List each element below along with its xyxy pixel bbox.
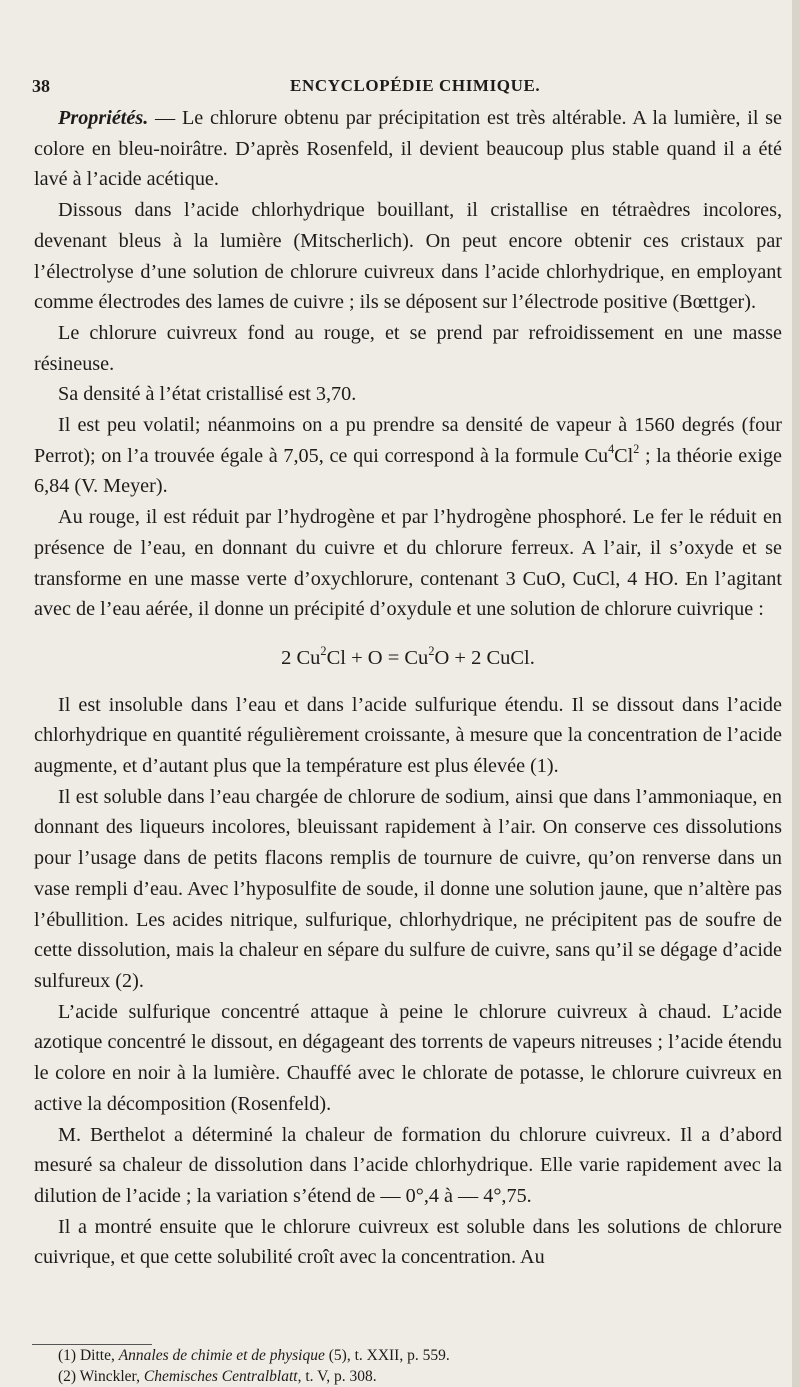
running-title: ENCYCLOPÉDIE CHIMIQUE. (290, 76, 541, 95)
text-run: Cl (614, 444, 634, 467)
equation-part: O + 2 CuCl. (434, 646, 535, 669)
footnote-2 (58, 1366, 758, 1387)
footnote-reference: (5), t. XXII, p. 559. (324, 1347, 450, 1364)
footnote-reference: , t. V, p. 308. (297, 1368, 377, 1385)
paragraph-volatility (34, 410, 782, 502)
paragraph-crystallization: Dissous dans l’acide chlorhydrique bouillant, il cristallise en tétraèdres incolores, devenant bleus à la lumière (Mitscherlich). On peut encore obtenir ces cristaux par l’électrolyse d’une solution de chlorure cuivreux dans l’acide chlorhydrique, en employant comme électrodes des lames de cuivre ; ils se déposent sur l’électrode positive (Bœttger). (34, 199, 782, 314)
body-text (34, 103, 782, 1273)
paragraph-solubility-acid: Il est insoluble dans l’eau et dans l’acide sulfurique étendu. Il se dissout dans l’acide chlorhydrique en quantité régulièrement croissante, à mesure que la concentration de l’acide augmente, et d’autant plus que la température est plus élevée (1). (34, 693, 782, 778)
page-edge-shadow (792, 0, 800, 1387)
superscript: 2 (633, 441, 640, 456)
page-header (0, 76, 800, 102)
paragraph-properties (34, 103, 782, 195)
superscript: 2 (320, 643, 327, 658)
paragraph-heat-formation: M. Berthelot a déterminé la chaleur de formation du chlorure cuivreux. Il a d’abord mesuré sa chaleur de dissolution dans l’acide chlorhydrique. Elle varie rapidement avec la dilution de l’acide ; la variation s’étend de — 0°,4 à — 4°,75. (34, 1123, 782, 1207)
equation-part: 2 Cu (281, 646, 321, 669)
text-run: Il est peu volatil; néanmoins on a pu prendre sa densité de vapeur à 1560 degrés (four Perrot); on l’a trouvée égale à 7,05, ce qui correspond à la formule Cu (34, 414, 782, 467)
chemical-equation (34, 643, 782, 674)
footnote-author: Ditte, (76, 1347, 119, 1364)
paragraph-density: Sa densité à l’état cristallisé est 3,70. (58, 383, 357, 406)
superscript: 4 (608, 441, 615, 456)
footnote-1 (58, 1345, 758, 1366)
paragraph-reduction: Au rouge, il est réduit par l’hydrogène et par l’hydrogène phosphoré. Le fer le réduit en présence de l’eau, en donnant du cuivre et du chlorure ferreux. A l’air, il s’oxyde et se transforme en une masse verte d’oxychlorure, contenant 3 CuO, CuCl, 4 HO. En l’agitant avec de l’eau aérée, il donne un précipité d’oxydule et une solution de chlorure cuivrique : (34, 506, 782, 621)
footnotes (58, 1345, 758, 1387)
footnote-number: (1) (58, 1347, 77, 1364)
paragraph-cupric-solubility: Il a montré ensuite que le chlorure cuivreux est soluble dans les solutions de chlorure cuivrique, et que cette solubilité croît avec la concentration. Au (34, 1215, 782, 1269)
equation-part: Cl + O = Cu (326, 646, 429, 669)
paragraph-acid-attack: L’acide sulfurique concentré attaque à peine le chlorure cuivreux à chaud. L’acide azotique concentré le dissout, en dégageant des torrents de vapeurs nitreuses ; l’acide étendu le colore en noir à la lumière. Chauffé avec le chlorate de potasse, le chlorure cuivreux en active la décomposition (Rosenfeld). (34, 1000, 782, 1115)
text-run: ; la théorie exige 6,84 (V. Meyer). (34, 444, 782, 498)
page-number: 38 (32, 76, 50, 96)
footnote-title: Chemisches Centralblatt (143, 1368, 298, 1385)
paragraph-solubility-salt: Il est soluble dans l’eau chargée de chlorure de sodium, ainsi que dans l’ammoniaque, en donnant des liqueurs incolores, bleuissant rapidement à l’air. On conserve ces dissolutions pour l’usage dans de petits flacons remplis de tournure de cuivre, qu’on renverse dans un vase rempli d’eau. Avec l’hyposulfite de soude, il donne une solution jaune, que n’altère pas l’ébullition. Les acides nitrique, sulfurique, chlorhydrique, ne précipitent pas de soufre de cette dissolution, mais la chaleur en sépare du sulfure de cuivre, sans qu’il se dégage d’acide sulfureux (2). (34, 785, 782, 992)
footnote-author: Winckler, (76, 1368, 144, 1385)
paragraph-fusion: Le chlorure cuivreux fond au rouge, et se prend par refroidissement en une masse résineuse. (34, 321, 782, 375)
superscript: 2 (428, 643, 435, 658)
section-heading: Propriétés. (58, 107, 149, 129)
footnote-title: Annales de chimie et de physique (118, 1347, 325, 1364)
footnote-number: (2) (58, 1368, 77, 1385)
paragraph-text: — Le chlorure obtenu par précipitation est très altérable. A la lumière, il se colore en bleu-noirâtre. D’après Rosenfeld, il devient beaucoup plus stable quand il a été lavé à l’acide acétique. (34, 107, 782, 191)
